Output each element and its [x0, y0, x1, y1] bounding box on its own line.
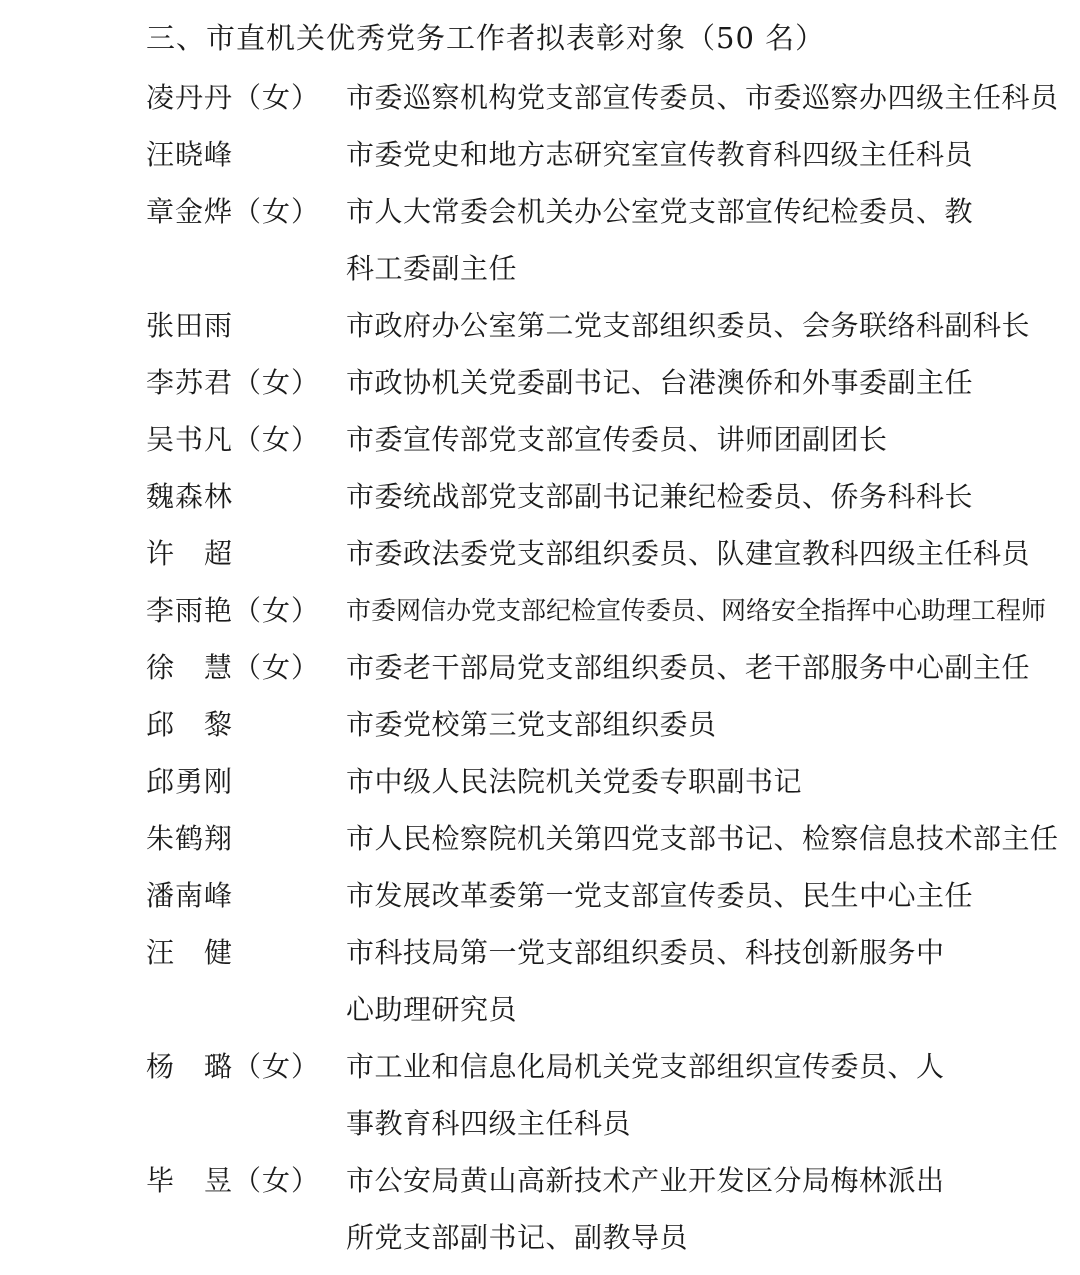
position-line: 市政府办公室第二党支部组织委员、会务联络科副科长 — [346, 309, 1031, 342]
nominee-entry — [0, 135, 1080, 192]
nominee-entry — [0, 762, 1080, 819]
nominee-entry — [0, 1161, 1080, 1275]
nominee-position — [346, 420, 956, 477]
position-line: 市委宣传部党支部宣传委员、讲师团副团长 — [346, 423, 888, 456]
nominee-position — [346, 933, 956, 1047]
section-heading: 三、市直机关优秀党务工作者拟表彰对象（50 名） — [146, 21, 826, 55]
nominee-position — [346, 192, 974, 306]
position-line: 市委统战部党支部副书记兼纪检委员、侨务科科长 — [346, 480, 974, 513]
nominee-name: 邱勇刚 — [146, 765, 234, 798]
nominee-position — [346, 306, 1031, 363]
nominee-entry — [0, 534, 1080, 591]
position-line: 市政协机关党委副书记、台港澳侨和外事委副主任 — [346, 366, 974, 399]
nominee-position — [346, 477, 974, 534]
nominee-name: 章金烨（女） — [146, 195, 321, 228]
nominee-name: 毕 昱（女） — [146, 1164, 321, 1197]
nominee-name: 李雨艳（女） — [146, 594, 321, 627]
nominee-position — [346, 705, 956, 762]
position-line: 市人民检察院机关第四党支部书记、检察信息技术部主任 — [346, 822, 1059, 855]
position-line: 事教育科四级主任科员 — [346, 1107, 632, 1140]
nominee-entry — [0, 306, 1080, 363]
position-line: 市委老干部局党支部组织委员、老干部服务中心副主任 — [346, 651, 1031, 684]
position-line: 市科技局第一党支部组织委员、科技创新服务中 — [346, 936, 945, 969]
nominee-entry — [0, 591, 1080, 648]
nominee-position — [346, 363, 974, 420]
position-line: 市委党史和地方志研究室宣传教育科四级主任科员 — [346, 138, 974, 171]
nominee-position — [346, 78, 1059, 135]
nominee-name: 张田雨 — [146, 309, 234, 342]
nominee-position — [346, 1161, 956, 1275]
position-line: 市发展改革委第一党支部宣传委员、民生中心主任 — [346, 879, 974, 912]
nominee-position — [346, 534, 1031, 591]
nominee-position — [346, 648, 1031, 705]
nominee-position — [346, 876, 974, 933]
position-line: 市中级人民法院机关党委专职副书记 — [346, 765, 803, 798]
nominee-position — [346, 135, 974, 192]
position-line: 所党支部副书记、副教导员 — [346, 1221, 689, 1254]
nominee-name: 徐 慧（女） — [146, 651, 321, 684]
nominee-entry — [0, 477, 1080, 534]
position-line: 市委巡察机构党支部宣传委员、市委巡察办四级主任科员 — [346, 81, 1059, 114]
nominee-entry — [0, 363, 1080, 420]
position-line: 市委政法委党支部组织委员、队建宣教科四级主任科员 — [346, 537, 1031, 570]
nominee-name: 凌丹丹（女） — [146, 81, 321, 114]
nominee-entry — [0, 933, 1080, 1047]
position-line: 市公安局黄山高新技术产业开发区分局梅林派出 — [346, 1164, 945, 1197]
nominee-position — [346, 819, 1059, 876]
nominee-position — [346, 591, 1047, 648]
nominee-entry — [0, 705, 1080, 762]
nominee-name: 许 超 — [146, 537, 234, 570]
nominee-name: 李苏君（女） — [146, 366, 321, 399]
nominee-name: 杨 璐（女） — [146, 1050, 321, 1083]
nominee-position — [346, 1047, 956, 1161]
position-line: 市委党校第三党支部组织委员 — [346, 708, 717, 741]
nominee-position — [346, 762, 956, 819]
nominee-list — [0, 78, 1080, 1275]
nominee-name: 邱 黎 — [146, 708, 234, 741]
nominee-entry — [0, 648, 1080, 705]
position-line: 心助理研究员 — [346, 993, 518, 1026]
nominee-name: 朱鹤翔 — [146, 822, 234, 855]
nominee-name: 吴书凡（女） — [146, 423, 321, 456]
nominee-entry — [0, 1047, 1080, 1161]
nominee-entry — [0, 78, 1080, 135]
position-line: 市工业和信息化局机关党支部组织宣传委员、人 — [346, 1050, 945, 1083]
nominee-entry — [0, 876, 1080, 933]
nominee-entry — [0, 819, 1080, 876]
position-line: 市人大常委会机关办公室党支部宣传纪检委员、教 — [346, 195, 974, 228]
nominee-name: 汪晓峰 — [146, 138, 234, 171]
nominee-entry — [0, 192, 1080, 306]
position-line: 科工委副主任 — [346, 252, 518, 285]
nominee-name: 汪 健 — [146, 936, 234, 969]
nominee-name: 潘南峰 — [146, 879, 234, 912]
nominee-entry — [0, 420, 1080, 477]
nominee-name: 魏森林 — [146, 480, 234, 513]
position-line: 市委网信办党支部纪检宣传委员、网络安全指挥中心助理工程师 — [346, 596, 1047, 625]
